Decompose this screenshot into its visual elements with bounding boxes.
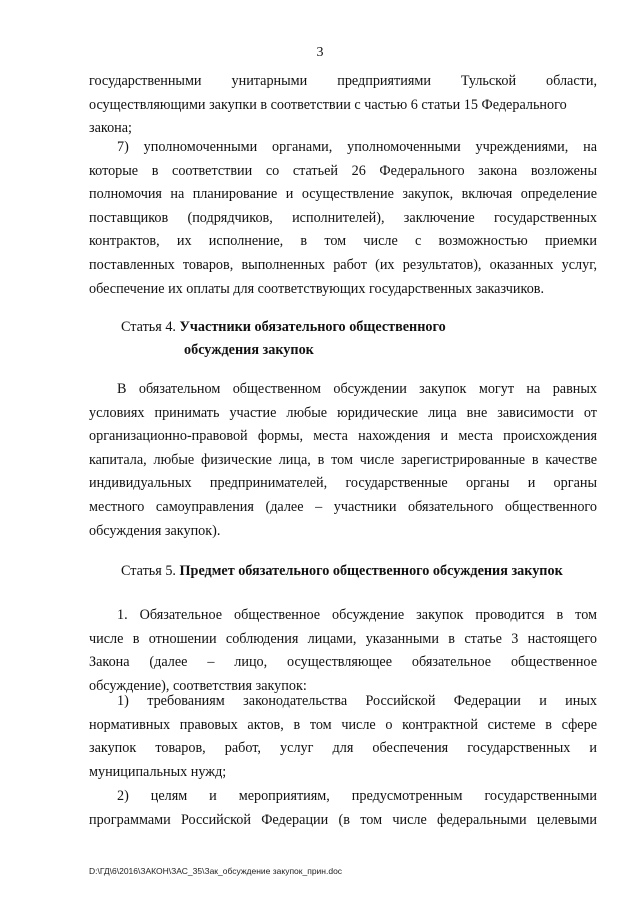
text-line: 1. Обязательное общественное обсуждение закупок проводится в том <box>117 607 597 623</box>
text-line: полномочия на планирование и осуществление закупок, включая определение <box>89 186 597 203</box>
text-line: обсуждения закупок). <box>89 522 221 539</box>
footer-file-path: D:\ГД\6\2016\ЗАКОН\ЗАС_35\Зак_обсуждение закупок_прин.doc <box>89 866 343 876</box>
article-4-prefix: Статья 4. <box>121 319 176 335</box>
text-line: нормативных правовых актов, в том числе о контрактной системе в сфере <box>89 716 597 733</box>
article-5-heading <box>121 560 563 582</box>
paragraph-continuation <box>89 70 597 141</box>
text-line: государственными унитарными предприятиями Тульской области, <box>89 73 597 89</box>
article-5-point-1 <box>89 604 597 698</box>
text-line: которые в соответствии со статьей 26 Федерального закона возложены <box>89 162 597 179</box>
text-line: 7) уполномоченными органами, уполномоченными учреждениями, на <box>117 139 597 155</box>
text-line: организационно-правовой формы, места нахождения и места происхождения <box>89 428 597 445</box>
text-line: муниципальных нужд; <box>89 763 227 780</box>
text-line: местного самоуправления (далее – участники обязательного общественного <box>89 498 597 515</box>
text-line: числе в отношении соблюдения лицами, указанными в статье 3 настоящего <box>89 630 597 647</box>
text-line: поставленных товаров, выполненных работ (их результатов), оказанных услуг, <box>89 256 597 273</box>
item-7-paragraph <box>89 136 597 301</box>
article-4-heading <box>121 316 446 338</box>
article-5-title: Предмет обязательного общественного обсуждения закупок <box>179 563 563 579</box>
text-line: условиях принимать участие любые юридические лица вне зависимости от <box>89 404 597 421</box>
article-5-subitem-2 <box>89 785 597 832</box>
article-4-title-line2: обсуждения закупок <box>184 342 314 358</box>
article-4-title-line1: Участники обязательного общественного <box>179 319 446 335</box>
text-line: Закона (далее – лицо, осуществляющее обязательное общественное <box>89 654 597 671</box>
text-line: поставщиков (подрядчиков, исполнителей), заключение государственных <box>89 209 597 226</box>
article-4-heading-continued <box>184 339 314 361</box>
text-line: 1) требованиям законодательства Российской Федерации и иных <box>117 693 597 709</box>
page-number: 3 <box>316 45 324 60</box>
text-line: индивидуальных предпринимателей, государственные органы и органы <box>89 475 597 492</box>
text-line: обеспечение их оплаты для соответствующих государственных заказчиков. <box>89 280 545 297</box>
text-line: В обязательном общественном обсуждении закупок могут на равных <box>117 381 597 397</box>
text-line: закупок товаров, работ, услуг для обеспечения государственных и <box>89 740 597 757</box>
text-line: осуществляющими закупки в соответствии с частью 6 статьи 15 Федерального <box>89 96 567 113</box>
article-5-subitem-1 <box>89 690 597 784</box>
text-line: закона; <box>89 120 132 137</box>
text-line: 2) целям и мероприятиям, предусмотренным государственными <box>117 788 597 804</box>
text-line: капитала, любые физические лица, в том числе зарегистрированные в качестве <box>89 451 597 468</box>
text-line: контрактов, их исполнение, в том числе с возможностью приемки <box>89 233 597 250</box>
article-5-prefix: Статья 5. <box>121 563 176 579</box>
article-4-paragraph <box>89 378 597 543</box>
text-line: обсуждение), соответствия закупок: <box>89 677 307 694</box>
text-line: программами Российской Федерации (в том числе федеральными целевыми <box>89 811 597 828</box>
